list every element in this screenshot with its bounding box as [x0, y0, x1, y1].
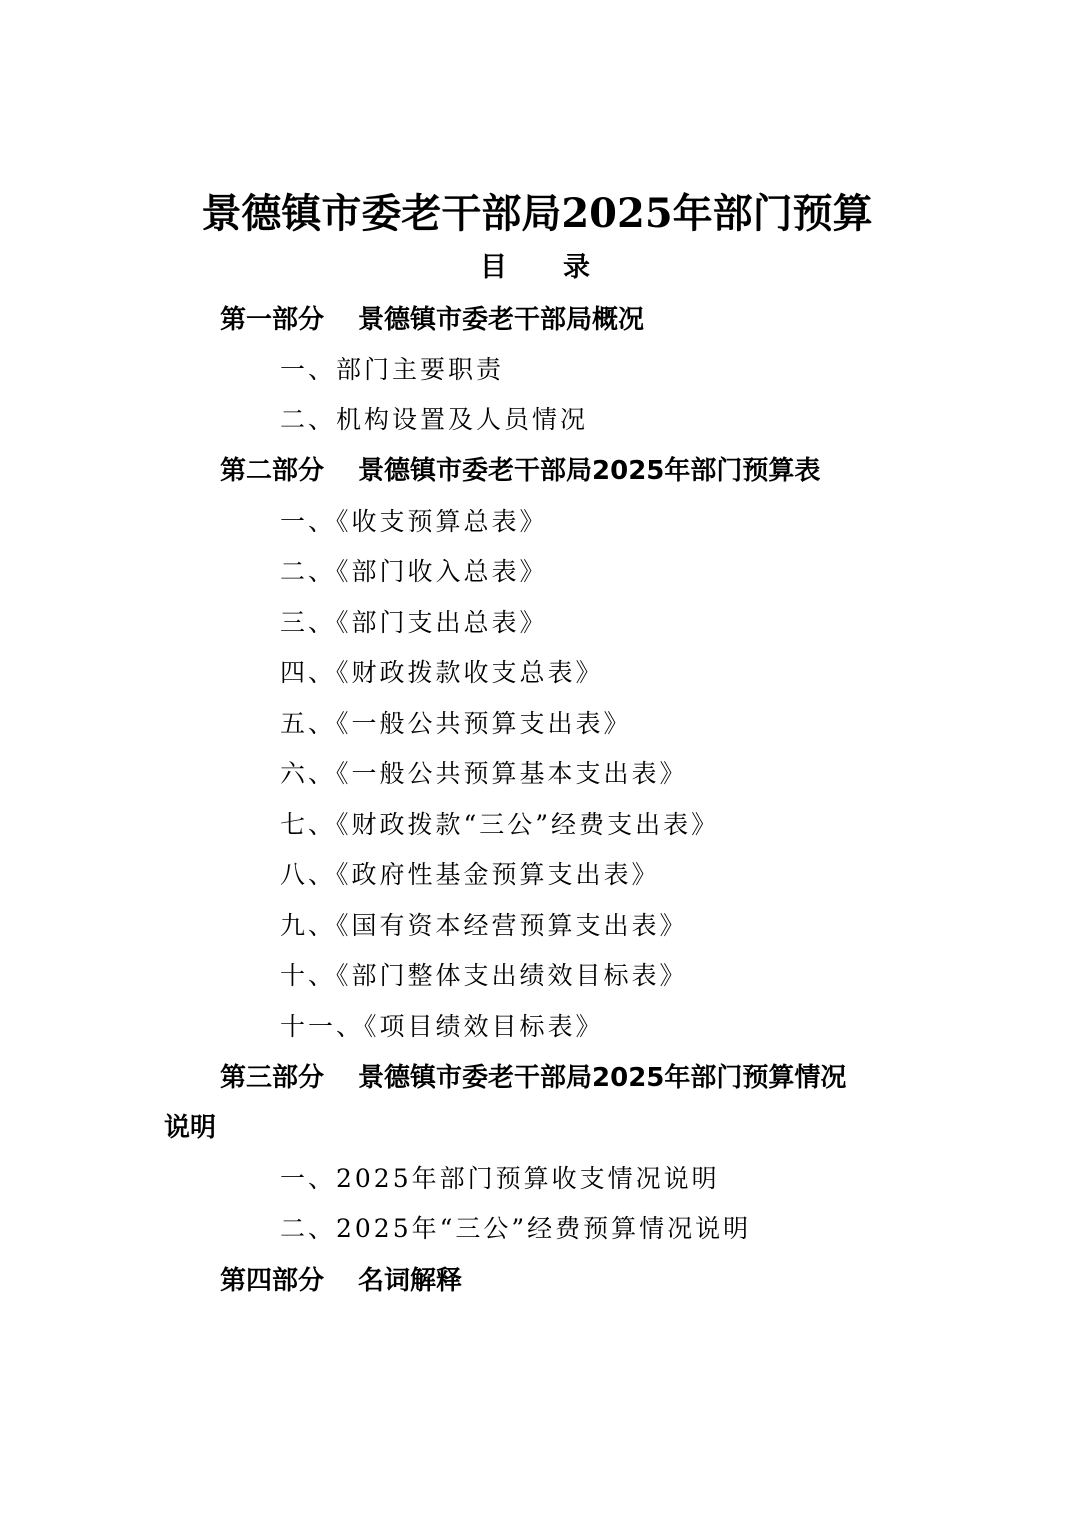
part-title: 景德镇市委老干部局2025年部门预算情况: [358, 1063, 847, 1093]
part-number: 第四部分: [220, 1266, 325, 1296]
document-title: 景德镇市委老干部局2025年部门预算: [201, 190, 873, 237]
part-number: 第二部分: [220, 456, 325, 486]
toc-part-4[interactable]: [220, 1261, 462, 1301]
toc-item[interactable]: 四、《财政拨款收支总表》: [280, 658, 604, 687]
toc-item[interactable]: 十、《部门整体支出绩效目标表》: [280, 961, 688, 990]
toc-item[interactable]: 七、《财政拨款“三公”经费支出表》: [280, 810, 720, 839]
toc-item[interactable]: 八、《政府性基金预算支出表》: [280, 860, 660, 889]
part-number: 第三部分: [220, 1063, 325, 1093]
toc-item[interactable]: 六、《一般公共预算基本支出表》: [280, 759, 688, 788]
toc-item[interactable]: 一、2025年部门预算收支情况说明: [280, 1164, 720, 1193]
toc-item[interactable]: 三、《部门支出总表》: [280, 608, 548, 637]
toc-item[interactable]: 一、部门主要职责: [280, 355, 505, 384]
toc-item[interactable]: 十一、《项目绩效目标表》: [280, 1012, 604, 1041]
toc-item[interactable]: 一、《收支预算总表》: [280, 507, 548, 536]
toc-item[interactable]: 二、《部门收入总表》: [280, 557, 548, 586]
part-title: 景德镇市委老干部局2025年部门预算表: [358, 456, 821, 486]
part-title: 景德镇市委老干部局概况: [358, 305, 645, 335]
toc-item[interactable]: 五、《一般公共预算支出表》: [280, 709, 632, 738]
toc-part-3[interactable]: [220, 1058, 846, 1098]
toc-heading: 目录: [480, 252, 646, 283]
toc-item[interactable]: 二、机构设置及人员情况: [280, 405, 589, 434]
part-title: 名词解释: [358, 1266, 463, 1296]
part-number: 第一部分: [220, 305, 325, 335]
toc-item[interactable]: 九、《国有资本经营预算支出表》: [280, 911, 688, 940]
toc-part-2[interactable]: [220, 451, 820, 491]
toc-item[interactable]: 二、2025年“三公”经费预算情况说明: [280, 1214, 752, 1243]
part-title-continued: 说明: [164, 1113, 217, 1143]
toc-part-1[interactable]: [220, 300, 644, 340]
